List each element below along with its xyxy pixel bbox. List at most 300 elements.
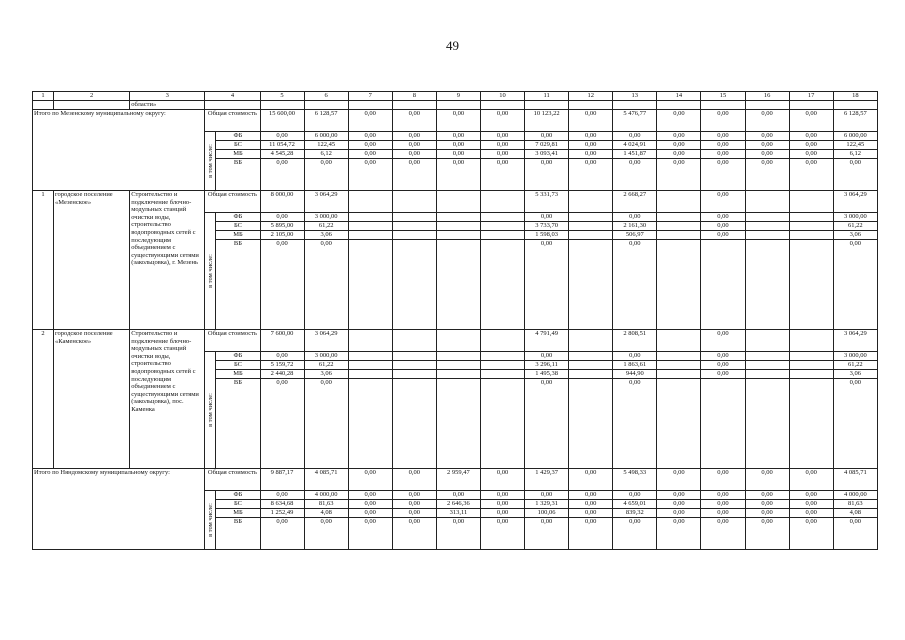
value-cell: 61,22 [833, 361, 877, 370]
table-cell [789, 101, 833, 110]
value-cell: 3 000,00 [833, 352, 877, 361]
value-cell: 0,00 [392, 150, 436, 159]
value-cell: 1 495,38 [525, 370, 569, 379]
total-cost-label: Общая стоимость [205, 191, 260, 213]
value-cell: 0,00 [701, 330, 745, 352]
budget-table [32, 91, 878, 550]
value-cell [480, 240, 524, 330]
value-cell [657, 231, 701, 240]
value-cell [789, 222, 833, 231]
col-header: 15 [701, 92, 745, 101]
funding-source-label: ВБ [216, 518, 260, 550]
table-cell [260, 101, 304, 110]
value-cell: 839,32 [613, 509, 657, 518]
item-number: 1 [33, 191, 54, 330]
value-cell: 0,00 [657, 500, 701, 509]
value-cell [436, 240, 480, 330]
value-cell [436, 330, 480, 352]
value-cell [789, 213, 833, 222]
value-cell: 0,00 [789, 469, 833, 491]
value-cell: 0,00 [392, 469, 436, 491]
value-cell: 0,00 [392, 141, 436, 150]
col-header: 5 [260, 92, 304, 101]
value-cell: 1 598,03 [525, 231, 569, 240]
value-cell: 6 000,00 [304, 132, 348, 141]
value-cell [745, 361, 789, 370]
value-cell: 0,00 [613, 352, 657, 361]
value-cell: 0,00 [789, 491, 833, 500]
funding-source-label: БС [216, 500, 260, 509]
table-cell [205, 101, 260, 110]
value-cell [348, 222, 392, 231]
value-cell [569, 191, 613, 213]
value-cell: 4,08 [304, 509, 348, 518]
value-cell: 3 296,11 [525, 361, 569, 370]
value-cell [392, 191, 436, 213]
value-cell: 0,00 [260, 379, 304, 469]
value-cell: 0,00 [480, 110, 524, 132]
value-cell [392, 213, 436, 222]
funding-source-label: ВБ [216, 240, 260, 330]
value-cell: 0,00 [789, 150, 833, 159]
table-cell [480, 101, 524, 110]
value-cell: 0,00 [569, 159, 613, 191]
value-cell: 0,00 [701, 469, 745, 491]
value-cell: 0,00 [260, 491, 304, 500]
value-cell: 1 329,31 [525, 500, 569, 509]
value-cell: 0,00 [260, 518, 304, 550]
value-cell: 122,45 [833, 141, 877, 150]
value-cell: 0,00 [436, 150, 480, 159]
value-cell [348, 379, 392, 469]
value-cell: 0,00 [657, 469, 701, 491]
value-cell [701, 240, 745, 330]
value-cell: 0,00 [525, 159, 569, 191]
value-cell [436, 222, 480, 231]
value-cell [348, 231, 392, 240]
value-cell: 0,00 [701, 509, 745, 518]
value-cell [436, 379, 480, 469]
value-cell [745, 191, 789, 213]
value-cell: 5 498,33 [613, 469, 657, 491]
value-cell [436, 231, 480, 240]
value-cell [789, 379, 833, 469]
value-cell [789, 352, 833, 361]
value-cell [789, 231, 833, 240]
value-cell [569, 213, 613, 222]
value-cell: 0,00 [701, 491, 745, 500]
value-cell: 0,00 [833, 379, 877, 469]
value-cell [348, 352, 392, 361]
value-cell [480, 361, 524, 370]
value-cell: 81,63 [833, 500, 877, 509]
funding-source-label: БС [216, 361, 260, 370]
value-cell [392, 352, 436, 361]
value-cell: 0,00 [701, 518, 745, 550]
value-cell [569, 361, 613, 370]
value-cell: 0,00 [480, 500, 524, 509]
value-cell [745, 370, 789, 379]
value-cell: 0,00 [525, 379, 569, 469]
value-cell: 3 064,29 [833, 191, 877, 213]
value-cell: 0,00 [569, 491, 613, 500]
value-cell: 0,00 [436, 132, 480, 141]
value-cell: 0,00 [701, 500, 745, 509]
funding-source-label: ФБ [216, 352, 260, 361]
col-header: 14 [657, 92, 701, 101]
value-cell: 1 863,61 [613, 361, 657, 370]
funding-source-label: ФБ [216, 491, 260, 500]
col-header: 7 [348, 92, 392, 101]
value-cell: 0,00 [525, 491, 569, 500]
value-cell: 0,00 [260, 159, 304, 191]
value-cell: 4 000,00 [304, 491, 348, 500]
value-cell: 6 000,00 [833, 132, 877, 141]
value-cell: 0,00 [348, 132, 392, 141]
value-cell: 7 600,00 [260, 330, 304, 352]
col-header: 4 [205, 92, 260, 101]
value-cell: 0,00 [657, 132, 701, 141]
funding-source-label: МБ [216, 509, 260, 518]
value-cell: 3,06 [833, 231, 877, 240]
value-cell: 0,00 [745, 469, 789, 491]
item-number: 2 [33, 330, 54, 469]
value-cell: 0,00 [260, 132, 304, 141]
table-cell [436, 101, 480, 110]
value-cell: 0,00 [701, 370, 745, 379]
value-cell: 0,00 [613, 518, 657, 550]
value-cell: 10 123,22 [525, 110, 569, 132]
value-cell [657, 240, 701, 330]
value-cell: 0,00 [480, 159, 524, 191]
value-cell [569, 231, 613, 240]
value-cell: 0,00 [525, 213, 569, 222]
value-cell [480, 213, 524, 222]
value-cell: 0,00 [348, 159, 392, 191]
total-cost-label: Общая стоимость [205, 110, 260, 132]
total-title: Итого по Няндомскому муниципальному округу: [33, 469, 205, 550]
value-cell: 0,00 [833, 518, 877, 550]
value-cell: 2 668,27 [613, 191, 657, 213]
value-cell: 3 000,00 [304, 352, 348, 361]
incl-label: в том числе: [206, 393, 214, 427]
value-cell [392, 240, 436, 330]
value-cell: 3 000,00 [833, 213, 877, 222]
col-header: 3 [130, 92, 205, 101]
settlement-name: городское поселение «Каменское» [54, 330, 130, 469]
table-cell [613, 101, 657, 110]
table-cell [525, 101, 569, 110]
funding-source-label: ФБ [216, 213, 260, 222]
value-cell: 0,00 [569, 150, 613, 159]
funding-source-label: ВБ [216, 379, 260, 469]
value-cell: 0,00 [745, 132, 789, 141]
value-cell [569, 370, 613, 379]
incl-label-cell [205, 132, 216, 191]
value-cell: 0,00 [657, 518, 701, 550]
value-cell: 0,00 [701, 132, 745, 141]
incl-label: в том числе: [206, 254, 214, 288]
value-cell: 7 029,81 [525, 141, 569, 150]
table-cell [33, 101, 54, 110]
value-cell: 6,12 [304, 150, 348, 159]
table-row [33, 330, 878, 352]
value-cell: 0,00 [569, 518, 613, 550]
value-cell: 0,00 [701, 150, 745, 159]
value-cell: 0,00 [392, 491, 436, 500]
incl-label: в том числе: [206, 144, 214, 178]
value-cell: 0,00 [789, 518, 833, 550]
prev-tail: области» [130, 101, 205, 110]
value-cell: 506,97 [613, 231, 657, 240]
value-cell [480, 352, 524, 361]
value-cell [480, 370, 524, 379]
col-header: 9 [436, 92, 480, 101]
value-cell: 2 161,30 [613, 222, 657, 231]
project-description: Строительство и подключение блочно-модульных станций очистки воды, строительство водопроводных сетей с последующим объединением с существующими сетями (закольцовка), пос. Каменка [130, 330, 205, 469]
value-cell: 0,00 [348, 500, 392, 509]
value-cell: 0,00 [436, 159, 480, 191]
total-title: Итого по Мезенскому муниципальному округу: [33, 110, 205, 191]
value-cell: 0,00 [701, 222, 745, 231]
incl-label-cell [205, 352, 216, 469]
value-cell: 0,00 [480, 518, 524, 550]
value-cell: 1 451,87 [613, 150, 657, 159]
value-cell [569, 330, 613, 352]
col-header: 2 [54, 92, 130, 101]
value-cell [745, 352, 789, 361]
value-cell [480, 231, 524, 240]
value-cell [745, 240, 789, 330]
value-cell [392, 379, 436, 469]
value-cell: 2 646,36 [436, 500, 480, 509]
value-cell: 1 252,49 [260, 509, 304, 518]
funding-source-label: БС [216, 141, 260, 150]
value-cell: 0,00 [657, 491, 701, 500]
value-cell: 0,00 [613, 213, 657, 222]
value-cell: 0,00 [304, 159, 348, 191]
value-cell: 0,00 [525, 518, 569, 550]
value-cell [392, 370, 436, 379]
incl-label-cell [205, 213, 216, 330]
value-cell: 0,00 [745, 159, 789, 191]
value-cell [745, 231, 789, 240]
col-header: 16 [745, 92, 789, 101]
value-cell [436, 361, 480, 370]
value-cell: 0,00 [348, 469, 392, 491]
value-cell [569, 352, 613, 361]
value-cell: 0,00 [304, 379, 348, 469]
value-cell: 100,06 [525, 509, 569, 518]
col-header: 13 [613, 92, 657, 101]
col-header: 10 [480, 92, 524, 101]
value-cell [745, 213, 789, 222]
value-cell: 0,00 [701, 141, 745, 150]
value-cell: 5 159,72 [260, 361, 304, 370]
value-cell: 9 887,17 [260, 469, 304, 491]
value-cell: 0,00 [569, 141, 613, 150]
value-cell: 0,00 [613, 379, 657, 469]
value-cell: 3 000,00 [304, 213, 348, 222]
value-cell: 0,00 [613, 132, 657, 141]
value-cell [392, 222, 436, 231]
value-cell: 0,00 [745, 518, 789, 550]
value-cell: 8 634,68 [260, 500, 304, 509]
value-cell: 0,00 [392, 110, 436, 132]
value-cell [657, 361, 701, 370]
page-number: 49 [446, 38, 459, 53]
value-cell [392, 361, 436, 370]
settlement-name: городское поселение «Мезенское» [54, 191, 130, 330]
value-cell [745, 222, 789, 231]
total-cost-label: Общая стоимость [205, 330, 260, 352]
table-row [33, 191, 878, 213]
value-cell: 0,00 [348, 491, 392, 500]
value-cell: 0,00 [701, 110, 745, 132]
value-cell: 2 440,28 [260, 370, 304, 379]
value-cell: 0,00 [789, 141, 833, 150]
value-cell: 4 659,01 [613, 500, 657, 509]
value-cell: 313,11 [436, 509, 480, 518]
table-row [33, 92, 878, 101]
funding-source-label: БС [216, 222, 260, 231]
value-cell: 0,00 [745, 509, 789, 518]
funding-source-label: МБ [216, 231, 260, 240]
table-row [33, 469, 878, 491]
value-cell: 61,22 [304, 222, 348, 231]
value-cell [480, 222, 524, 231]
funding-source-label: ВБ [216, 159, 260, 191]
col-header: 1 [33, 92, 54, 101]
table-cell [392, 101, 436, 110]
value-cell: 2 959,47 [436, 469, 480, 491]
value-cell [480, 330, 524, 352]
value-cell: 0,00 [613, 491, 657, 500]
value-cell: 61,22 [833, 222, 877, 231]
value-cell: 8 000,00 [260, 191, 304, 213]
incl-label-cell [205, 491, 216, 550]
value-cell: 0,00 [613, 240, 657, 330]
value-cell: 6 128,57 [304, 110, 348, 132]
value-cell [745, 330, 789, 352]
total-cost-label: Общая стоимость [205, 469, 260, 491]
value-cell [392, 330, 436, 352]
value-cell: 0,00 [657, 159, 701, 191]
value-cell: 3,06 [833, 370, 877, 379]
value-cell [569, 240, 613, 330]
value-cell: 1 429,37 [525, 469, 569, 491]
value-cell: 0,00 [745, 110, 789, 132]
value-cell: 61,22 [304, 361, 348, 370]
value-cell: 0,00 [657, 110, 701, 132]
value-cell: 0,00 [392, 159, 436, 191]
col-header: 12 [569, 92, 613, 101]
col-header: 11 [525, 92, 569, 101]
value-cell: 3,06 [304, 370, 348, 379]
value-cell: 0,00 [436, 518, 480, 550]
value-cell [569, 379, 613, 469]
value-cell: 0,00 [833, 159, 877, 191]
table-row [33, 101, 878, 110]
value-cell: 4 085,71 [304, 469, 348, 491]
value-cell: 0,00 [480, 469, 524, 491]
project-description: Строительство и подключение блочно-модульных станций очистки воды, строительство водопроводных сетей с последующим объединением с существующими сетями (закольцовка), г. Мезень [130, 191, 205, 330]
funding-source-label: ФБ [216, 132, 260, 141]
value-cell [436, 352, 480, 361]
value-cell: 0,00 [480, 150, 524, 159]
value-cell [348, 330, 392, 352]
value-cell: 0,00 [789, 110, 833, 132]
value-cell [569, 222, 613, 231]
col-header: 17 [789, 92, 833, 101]
table-cell [833, 101, 877, 110]
table-cell [304, 101, 348, 110]
col-header: 6 [304, 92, 348, 101]
value-cell: 0,00 [657, 509, 701, 518]
value-cell [701, 379, 745, 469]
value-cell: 2 105,00 [260, 231, 304, 240]
value-cell: 3 064,29 [304, 191, 348, 213]
value-cell: 0,00 [260, 240, 304, 330]
value-cell [348, 370, 392, 379]
value-cell [348, 361, 392, 370]
value-cell [657, 352, 701, 361]
value-cell: 0,00 [525, 240, 569, 330]
value-cell: 0,00 [480, 132, 524, 141]
value-cell [392, 231, 436, 240]
value-cell: 0,00 [701, 159, 745, 191]
value-cell [657, 370, 701, 379]
value-cell: 3,06 [304, 231, 348, 240]
value-cell [657, 379, 701, 469]
value-cell [657, 222, 701, 231]
value-cell [436, 370, 480, 379]
value-cell: 11 054,72 [260, 141, 304, 150]
value-cell: 0,00 [525, 132, 569, 141]
value-cell: 0,00 [657, 141, 701, 150]
value-cell [480, 379, 524, 469]
value-cell [657, 213, 701, 222]
funding-source-label: МБ [216, 370, 260, 379]
value-cell: 0,00 [701, 361, 745, 370]
value-cell: 0,00 [745, 141, 789, 150]
value-cell: 0,00 [745, 500, 789, 509]
value-cell: 3 064,29 [833, 330, 877, 352]
col-header: 18 [833, 92, 877, 101]
table-cell [54, 101, 130, 110]
value-cell: 6,12 [833, 150, 877, 159]
table-cell [348, 101, 392, 110]
value-cell [480, 191, 524, 213]
value-cell: 0,00 [480, 509, 524, 518]
col-header: 8 [392, 92, 436, 101]
value-cell [789, 191, 833, 213]
value-cell: 0,00 [304, 518, 348, 550]
value-cell: 0,00 [833, 240, 877, 330]
value-cell: 0,00 [392, 132, 436, 141]
value-cell: 0,00 [745, 491, 789, 500]
value-cell [657, 330, 701, 352]
value-cell: 0,00 [260, 352, 304, 361]
value-cell: 0,00 [701, 191, 745, 213]
value-cell: 4 000,00 [833, 491, 877, 500]
value-cell: 0,00 [789, 159, 833, 191]
value-cell: 0,00 [701, 352, 745, 361]
value-cell: 0,00 [348, 150, 392, 159]
table-cell [657, 101, 701, 110]
value-cell: 0,00 [701, 231, 745, 240]
value-cell: 0,00 [436, 141, 480, 150]
